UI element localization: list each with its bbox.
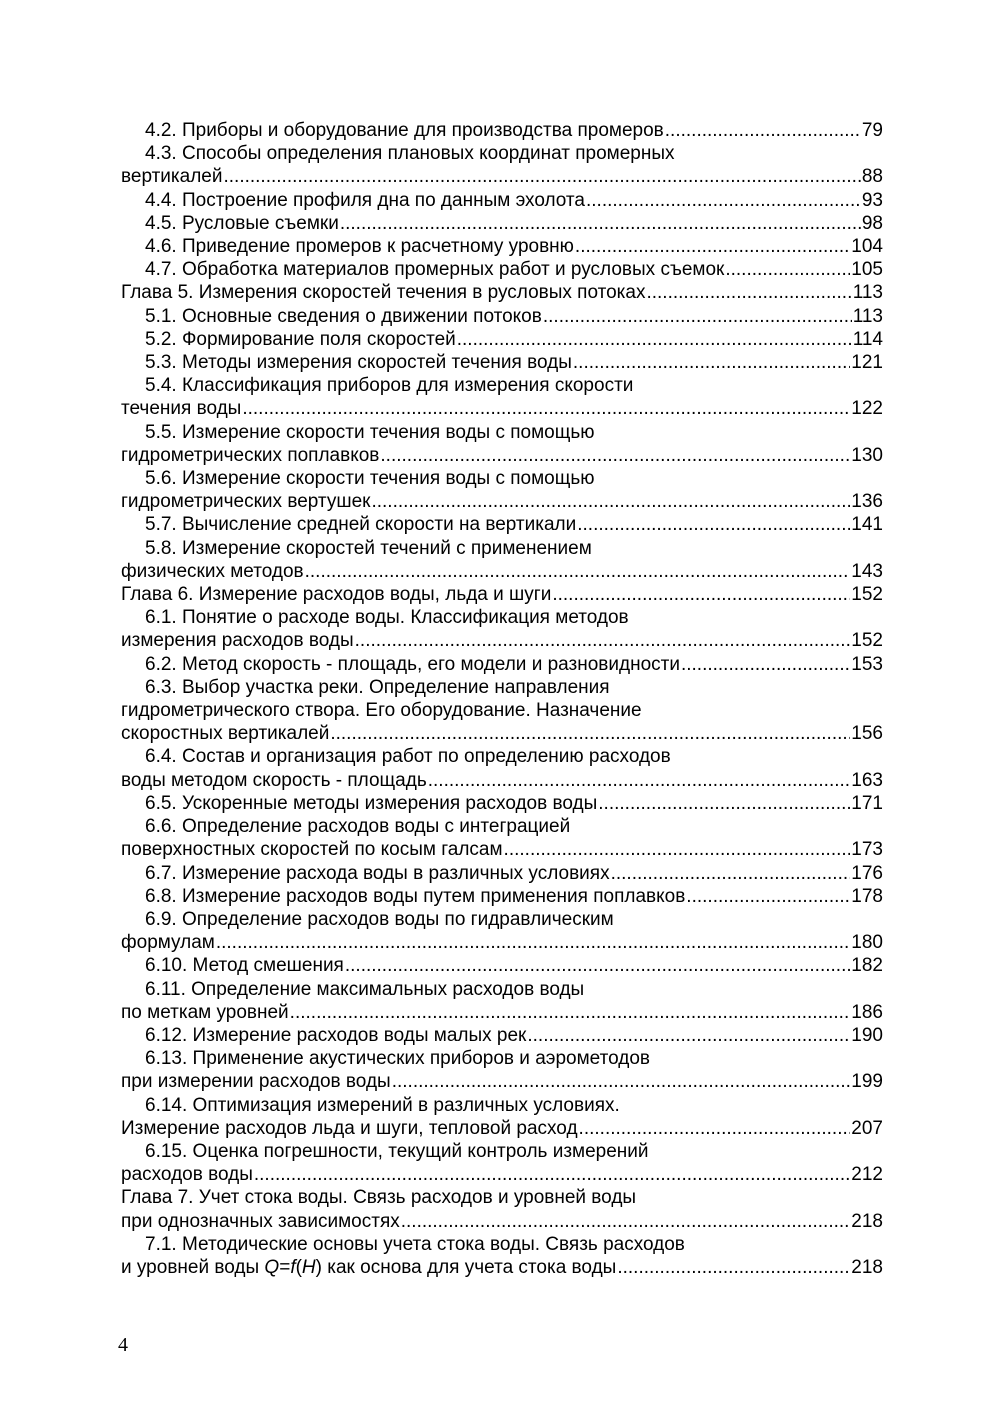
toc-leader-dots	[579, 1117, 851, 1140]
toc-entry-title: Глава 7. Учет стока воды. Связь расходов и уровней воды	[121, 1187, 637, 1209]
toc-line	[121, 745, 883, 768]
toc-entry-title: 4.5. Русловые съемки	[145, 212, 339, 234]
toc-line	[121, 537, 883, 560]
toc-entry-title: 6.15. Оценка погрешности, текущий контроль измерений	[145, 1140, 649, 1162]
toc-leader-dots	[340, 212, 861, 235]
toc-entry-title: и уровней воды Q=f(H) как основа для учета стока воды	[121, 1256, 617, 1278]
toc-entry-title: 5.8. Измерение скоростей течений с применением	[145, 537, 592, 559]
toc-line	[121, 676, 883, 699]
toc-page-number: 186	[851, 1001, 883, 1023]
toc-line	[121, 838, 883, 861]
toc-entry	[121, 258, 883, 281]
toc-entry-title: при измерении расходов воды	[121, 1071, 391, 1093]
toc-line	[121, 1117, 883, 1140]
toc-page-number: 156	[851, 723, 883, 745]
toc-leader-dots	[345, 954, 850, 977]
toc-entry	[121, 1233, 883, 1279]
table-of-contents	[121, 119, 883, 1279]
toc-line	[121, 119, 883, 142]
toc-line	[121, 490, 883, 513]
toc-entry-title: 5.4. Классификация приборов для измерения скорости	[145, 375, 634, 397]
toc-entry	[121, 815, 883, 861]
toc-leader-dots	[552, 583, 850, 606]
toc-entry-title: измерения расходов воды	[121, 630, 354, 652]
toc-entry-title: 6.8. Измерение расходов воды путем применения поплавков	[145, 885, 686, 907]
toc-entry-title: 6.10. Метод смешения	[145, 955, 344, 977]
toc-page-number: 143	[851, 560, 883, 582]
toc-leader-dots	[290, 1001, 851, 1024]
toc-line	[121, 931, 883, 954]
toc-line	[121, 328, 883, 351]
toc-line	[121, 1047, 883, 1070]
toc-line	[121, 815, 883, 838]
toc-line	[121, 467, 883, 490]
toc-leader-dots	[355, 629, 851, 652]
toc-line	[121, 908, 883, 931]
toc-line	[121, 769, 883, 792]
toc-line	[121, 1210, 883, 1233]
toc-entry	[121, 189, 883, 212]
toc-line	[121, 142, 883, 165]
toc-leader-dots	[392, 1070, 851, 1093]
toc-entry-title: 6.2. Метод скорость - площадь, его модели и разновидности	[145, 653, 680, 675]
toc-entry-title: 5.2. Формирование поля скоростей	[145, 328, 456, 350]
toc-entry-title: 6.14. Оптимизация измерений в различных условиях.	[145, 1094, 620, 1116]
toc-entry	[121, 862, 883, 885]
toc-leader-dots	[223, 165, 860, 188]
toc-entry-title: 6.9. Определение расходов воды по гидравлическим	[145, 908, 614, 930]
toc-leader-dots	[543, 305, 852, 328]
toc-entry-title: Измерение расходов льда и шуги, тепловой расход	[121, 1117, 578, 1139]
toc-line	[121, 653, 883, 676]
toc-page-number: 130	[851, 444, 883, 466]
toc-entry	[121, 374, 883, 420]
toc-page-number: 163	[851, 769, 883, 791]
toc-leader-dots	[216, 931, 850, 954]
toc-entry-title: скоростных вертикалей	[121, 723, 330, 745]
toc-page-number: 153	[851, 653, 883, 675]
toc-page-number: 178	[851, 885, 883, 907]
toc-page-number: 199	[851, 1071, 883, 1093]
toc-entry-title: 4.2. Приборы и оборудование для производства промеров	[145, 120, 664, 141]
toc-entry-title: 6.5. Ускоренные методы измерения расходов воды	[145, 792, 598, 814]
toc-line	[121, 583, 883, 606]
toc-entry-title: течения воды	[121, 398, 242, 420]
toc-page-number: 113	[852, 282, 883, 304]
toc-line	[121, 1163, 883, 1186]
toc-page-number: 173	[851, 839, 883, 861]
toc-page-number: 93	[861, 189, 883, 211]
toc-entry	[121, 281, 883, 304]
toc-leader-dots	[527, 1024, 850, 1047]
toc-leader-dots	[380, 444, 850, 467]
toc-entry	[121, 1047, 883, 1093]
toc-line	[121, 1024, 883, 1047]
toc-page-number: 190	[851, 1024, 883, 1046]
toc-line	[121, 1186, 883, 1209]
toc-line	[121, 235, 883, 258]
toc-entry-title: 6.6. Определение расходов воды с интеграцией	[145, 816, 571, 838]
toc-entry	[121, 212, 883, 235]
toc-entry-title: 5.6. Измерение скорости течения воды с помощью	[145, 468, 595, 490]
toc-entry	[121, 421, 883, 467]
toc-page-number: 218	[851, 1256, 883, 1278]
toc-leader-dots	[457, 328, 852, 351]
toc-entry-title: 7.1. Методические основы учета стока воды. Связь расходов	[145, 1233, 685, 1255]
toc-leader-dots	[577, 513, 850, 536]
toc-entry-title: гидрометрических вертушек	[121, 491, 371, 513]
toc-line	[121, 1140, 883, 1163]
toc-leader-dots	[586, 189, 861, 212]
toc-leader-dots	[611, 862, 851, 885]
toc-leader-dots	[617, 1256, 850, 1279]
toc-line	[121, 606, 883, 629]
toc-page-number: 88	[861, 166, 883, 188]
toc-leader-dots	[598, 792, 850, 815]
toc-line	[121, 1001, 883, 1024]
toc-page-number: 182	[851, 955, 883, 977]
toc-entry	[121, 885, 883, 908]
toc-leader-dots	[725, 258, 850, 281]
toc-entry	[121, 142, 883, 188]
toc-line	[121, 978, 883, 1001]
toc-entry-title: 4.4. Построение профиля дна по данным эхолота	[145, 189, 585, 211]
toc-entry	[121, 1094, 883, 1140]
toc-line	[121, 258, 883, 281]
toc-line	[121, 885, 883, 908]
toc-entry	[121, 328, 883, 351]
toc-line	[121, 1256, 883, 1279]
toc-leader-dots	[371, 490, 850, 513]
toc-entry-title: 6.13. Применение акустических приборов и аэрометодов	[145, 1048, 650, 1070]
toc-line	[121, 281, 883, 304]
toc-entry-title: поверхностных скоростей по косым галсам	[121, 839, 503, 861]
toc-entry	[121, 792, 883, 815]
toc-entry-title: гидрометрического створа. Его оборудование. Назначение	[121, 700, 642, 722]
toc-entry-title: 6.3. Выбор участка реки. Определение направления	[145, 676, 610, 698]
toc-leader-dots	[330, 722, 850, 745]
toc-entry-title: расходов воды	[121, 1164, 253, 1186]
toc-line	[121, 305, 883, 328]
toc-entry	[121, 513, 883, 536]
toc-entry	[121, 653, 883, 676]
toc-line	[121, 629, 883, 652]
toc-leader-dots	[573, 351, 850, 374]
toc-entry-title: 4.7. Обработка материалов промерных работ и русловых съемок	[145, 259, 725, 281]
toc-entry	[121, 467, 883, 513]
toc-entry-title: 4.6. Приведение промеров к расчетному уровню	[145, 236, 574, 258]
toc-entry-title: 5.5. Измерение скорости течения воды с помощью	[145, 421, 595, 443]
toc-page-number: 121	[851, 352, 883, 374]
toc-line	[121, 722, 883, 745]
toc-page-number: 122	[851, 398, 883, 420]
toc-entry-title: 5.3. Методы измерения скоростей течения воды	[145, 352, 572, 374]
toc-line	[121, 165, 883, 188]
toc-entry	[121, 351, 883, 374]
toc-entry-title: Глава 6. Измерение расходов воды, льда и шуги	[121, 584, 552, 606]
toc-line	[121, 1094, 883, 1117]
toc-entry	[121, 954, 883, 977]
toc-page-number: 113	[852, 305, 883, 327]
toc-leader-dots	[305, 560, 851, 583]
toc-line	[121, 1233, 883, 1256]
toc-entry-title: 5.7. Вычисление средней скорости на вертикали	[145, 514, 577, 536]
toc-entry	[121, 978, 883, 1024]
toc-line	[121, 421, 883, 444]
toc-entry-title: 5.1. Основные сведения о движении потоков	[145, 305, 542, 327]
toc-line	[121, 560, 883, 583]
toc-entry	[121, 745, 883, 791]
page-number: 4	[118, 1334, 128, 1356]
toc-entry-title: при однозначных зависимостях	[121, 1210, 400, 1232]
toc-entry	[121, 908, 883, 954]
toc-page-number: 171	[851, 792, 883, 814]
toc-page-number: 141	[851, 514, 883, 536]
toc-line	[121, 351, 883, 374]
toc-leader-dots	[686, 885, 850, 908]
toc-entry	[121, 235, 883, 258]
toc-line	[121, 1070, 883, 1093]
toc-page-number: 180	[851, 932, 883, 954]
toc-page-number: 152	[851, 584, 883, 606]
toc-leader-dots	[504, 838, 851, 861]
toc-page-number: 104	[851, 236, 883, 258]
toc-leader-dots	[428, 769, 851, 792]
toc-entry	[121, 606, 883, 652]
toc-entry-title: гидрометрических поплавков	[121, 444, 380, 466]
toc-leader-dots	[575, 235, 850, 258]
toc-leader-dots	[254, 1163, 850, 1186]
toc-leader-dots	[646, 281, 851, 304]
toc-entry-title: по меткам уровней	[121, 1001, 289, 1023]
toc-line	[121, 954, 883, 977]
toc-page-number: 212	[851, 1164, 883, 1186]
toc-line	[121, 397, 883, 420]
toc-page-number: 152	[851, 630, 883, 652]
toc-entry-title: 6.1. Понятие о расходе воды. Классификация методов	[145, 607, 629, 629]
toc-page-number: 79	[861, 120, 883, 141]
toc-entry-title: 6.11. Определение максимальных расходов воды	[145, 978, 585, 1000]
toc-entry-title: 4.3. Способы определения плановых координат промерных	[145, 143, 675, 165]
toc-page-number: 105	[851, 259, 883, 281]
toc-entry-title: формулам	[121, 932, 215, 954]
toc-leader-dots	[242, 397, 850, 420]
toc-page-number: 136	[851, 491, 883, 513]
toc-line	[121, 862, 883, 885]
toc-line	[121, 444, 883, 467]
toc-leader-dots	[681, 653, 850, 676]
toc-page-number: 98	[861, 212, 883, 234]
toc-entry	[121, 305, 883, 328]
toc-page-number: 207	[851, 1117, 883, 1139]
toc-page-number: 218	[851, 1210, 883, 1232]
toc-leader-dots	[401, 1210, 851, 1233]
toc-entry	[121, 583, 883, 606]
toc-entry-title: воды методом скорость - площадь	[121, 769, 427, 791]
toc-entry	[121, 1024, 883, 1047]
toc-entry	[121, 119, 883, 142]
toc-entry-title: 6.4. Состав и организация работ по определению расходов	[145, 746, 671, 768]
toc-page-number: 114	[852, 328, 883, 350]
toc-line	[121, 374, 883, 397]
toc-entry	[121, 537, 883, 583]
toc-page-number: 176	[851, 862, 883, 884]
toc-line	[121, 513, 883, 536]
toc-leader-dots	[665, 119, 861, 142]
toc-line	[121, 189, 883, 212]
toc-entry-title: Глава 5. Измерения скоростей течения в русловых потоках	[121, 282, 646, 304]
toc-entry-title: физических методов	[121, 560, 304, 582]
toc-entry-title: 6.7. Измерение расхода воды в различных условиях	[145, 862, 610, 884]
toc-entry	[121, 1186, 883, 1232]
toc-entry	[121, 1140, 883, 1186]
toc-entry	[121, 676, 883, 746]
toc-line	[121, 212, 883, 235]
toc-entry-title: 6.12. Измерение расходов воды малых рек	[145, 1024, 527, 1046]
toc-line	[121, 792, 883, 815]
toc-line	[121, 699, 883, 722]
toc-entry-title: вертикалей	[121, 166, 223, 188]
